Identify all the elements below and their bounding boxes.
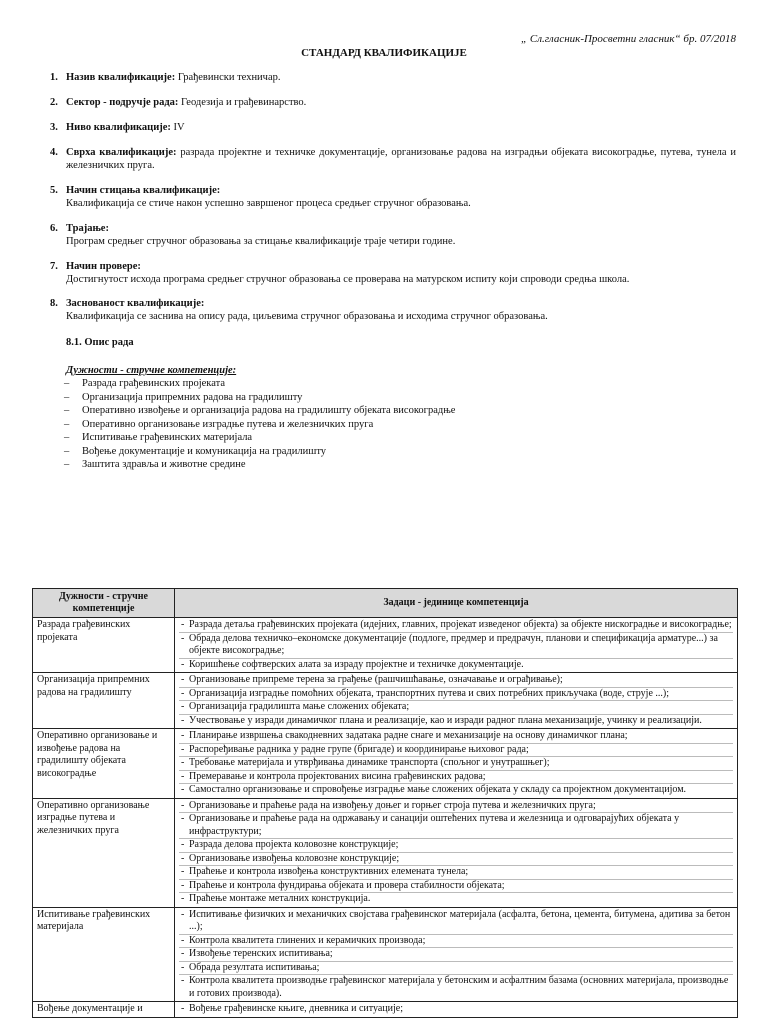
section-number: 8.	[50, 298, 58, 309]
table-row	[33, 673, 738, 729]
duty-item: – Испитивање грађевинских материјала	[64, 431, 455, 444]
task-item: - Распоређивање радника у радне групе (бригаде) и координирање њиховог рада;	[179, 744, 733, 758]
section-body: Програм средњег стручног образовања за стицање квалификације траје четири године.	[66, 236, 456, 248]
section-purpose	[50, 146, 736, 173]
task-item: - Обрада резултата испитивања;	[179, 962, 733, 976]
table-row	[33, 729, 738, 799]
section-text: Грађевински техничар.	[175, 72, 281, 83]
section-label: Начин стицања квалификације:	[66, 185, 221, 196]
section-duration	[50, 222, 736, 249]
section-text: IV	[170, 122, 185, 133]
column-header-duties: Дужности - стручне компетенције	[33, 589, 175, 618]
duty-item: – Оперативно организовање изградње путева и железничких пруга	[64, 418, 455, 431]
section-level	[50, 121, 736, 134]
task-item: - Контрола квалитета производње грађевинског материјала у бетонским и асфалтним базама (основних материјала, производње и готових производа).	[179, 975, 733, 1000]
section-label: Заснованост квалификације:	[66, 298, 205, 309]
subsection-title: 8.1. Опис рада	[66, 337, 134, 348]
duty-item: – Разрада грађевинских пројеката	[64, 377, 455, 390]
duties-list	[66, 364, 455, 472]
task-item: - Учествовање у изради динамичког плана и реализације, као и изради радног плана механизације, учинку и реализацији.	[179, 715, 733, 728]
duty-item: – Заштита здравља и животне средине	[64, 458, 455, 471]
tasks-cell	[175, 618, 738, 673]
section-acquisition	[50, 184, 736, 211]
task-item: - Праћење и контрола фундирања објеката и провера стабилности објеката;	[179, 880, 733, 894]
duty-item: – Вођење документације и комуникација на градилишту	[64, 445, 455, 458]
task-item: - Организација изградње помоћних објеката, транспортних путева и свих потребних прикључака (воде, струје ...);	[179, 688, 733, 702]
section-basis	[50, 297, 736, 324]
task-item: - Праћење и контрола извођења конструктивних елемената тунела;	[179, 866, 733, 880]
section-number: 5.	[50, 185, 58, 196]
document-title: СТАНДАРД КВАЛИФИКАЦИЈЕ	[301, 47, 467, 59]
task-item: - Организовање извођења коловозне конструкције;	[179, 853, 733, 867]
duty-cell: Вођење документације и	[33, 1002, 175, 1018]
table-header-row	[33, 589, 738, 618]
duty-cell: Организација припремних радова на градилишту	[33, 673, 175, 729]
task-item: - Самостално организовање и спровођење изградње мање сложених објеката у складу са пројектном документацијом.	[179, 784, 733, 797]
section-assessment	[50, 260, 736, 287]
task-item: - Праћење монтаже металних конструкција.	[179, 893, 733, 906]
section-label: Назив квалификације:	[66, 72, 176, 83]
tasks-cell	[175, 798, 738, 907]
task-item: - Обрада делова техничко–економске документације (подлоге, предмер и предрачун, планови и спецификација арматуре...) за објекте високоградње;	[179, 633, 733, 659]
section-number: 4.	[50, 147, 58, 158]
task-item: - Коришћење софтверских алата за израду пројектне и техничке документације.	[179, 659, 733, 672]
task-item: - Вођење грађевинске књиге, дневника и ситуације;	[179, 1003, 733, 1016]
section-sector	[50, 96, 736, 109]
section-text: Геодезија и грађевинарство.	[178, 97, 307, 108]
duty-cell: Оперативно организовање изградње путева и железничких пруга	[33, 798, 175, 907]
duty-item: – Организација припремних радова на градилишту	[64, 391, 455, 404]
section-label: Начин провере:	[66, 261, 141, 272]
section-number: 7.	[50, 261, 58, 272]
task-item: - Разрада детаља грађевинских пројеката (идејних, главних, пројекат изведеног објекта) за објекте нискоградње и високоградње;	[179, 619, 733, 633]
task-item: - Планирање извршења свакодневних задатака радне снаге и механизације на основу динамичког плана;	[179, 730, 733, 744]
duties-heading: Дужности - стручне компетенције:	[66, 365, 237, 376]
section-body: Квалификација се заснива на опису рада, циљевима стручног образовања и исходима стручног образовања.	[66, 311, 548, 323]
section-number: 3.	[50, 122, 58, 133]
section-text: разрада пројектне и техничке документације, организовање радова на изградњи објеката високоградње, путева, тунела и железничких пруга.	[66, 147, 736, 172]
duty-cell: Испитивање грађевинских материјала	[33, 907, 175, 1002]
table-row	[33, 1002, 738, 1018]
table-row	[33, 907, 738, 1002]
section-label: Сектор - подручје рада:	[66, 97, 179, 108]
section-number: 1.	[50, 72, 58, 83]
section-number: 6.	[50, 223, 58, 234]
task-item: - Организовање и праћење рада на одржавању и санацији оштећених путева и железница и одговарајућих објеката у инфраструктури;	[179, 813, 733, 839]
task-item: - Испитивање физичких и механичких својстава грађевинског материјала (асфалта, бетона, цемента, битумена, адитива за бетон ...);	[179, 909, 733, 935]
task-item: - Организовање и праћење рада на извођењу доњег и горњег строја путева и железничких пруга;	[179, 800, 733, 814]
task-item: - Организација градилишта мање сложених објеката;	[179, 701, 733, 715]
gazette-reference: „ Сл.гласник-Просветни гласник“ бр. 07/2018	[521, 33, 736, 45]
duty-item: – Оперативно извођење и организација радова на градилишту објеката високоградње	[64, 404, 455, 417]
tasks-cell	[175, 729, 738, 799]
competencies-table	[32, 588, 738, 1018]
task-item: - Извођење теренских испитивања;	[179, 948, 733, 962]
table-row	[33, 618, 738, 673]
section-name	[50, 71, 736, 84]
section-number: 2.	[50, 97, 58, 108]
tasks-cell	[175, 907, 738, 1002]
section-label: Трајање:	[66, 223, 109, 234]
column-header-tasks: Задаци - јединице компетенција	[175, 589, 738, 618]
section-label: Ниво квалификације:	[66, 122, 171, 133]
duty-cell: Оперативно организовање и извођење радова на градилишту објеката високоградње	[33, 729, 175, 799]
task-item: - Требовање материјала и утврђивања динамике транспорта (спољног и унутрашњег);	[179, 757, 733, 771]
tasks-cell	[175, 1002, 738, 1018]
duty-cell: Разрада грађевинских пројеката	[33, 618, 175, 673]
table-row	[33, 798, 738, 907]
tasks-cell	[175, 673, 738, 729]
section-body: Квалификација се стиче након успешно завршеног процеса средњег стручног образовања.	[66, 198, 471, 210]
task-item: - Разрада делова пројекта коловозне конструкције;	[179, 839, 733, 853]
task-item: - Премеравање и контрола пројектованих висина грађевинских радова;	[179, 771, 733, 785]
section-body: Достигнутост исхода програма средњег стручног образовања се проверава на матурском испиту који спроводи средња школа.	[66, 274, 630, 286]
task-item: - Организовање припреме терена за грађење (рашчишћавање, означавање и ограђивање);	[179, 674, 733, 688]
task-item: - Контрола квалитета глинених и керамичких производа;	[179, 935, 733, 949]
section-label: Сврха квалификације:	[66, 147, 177, 158]
